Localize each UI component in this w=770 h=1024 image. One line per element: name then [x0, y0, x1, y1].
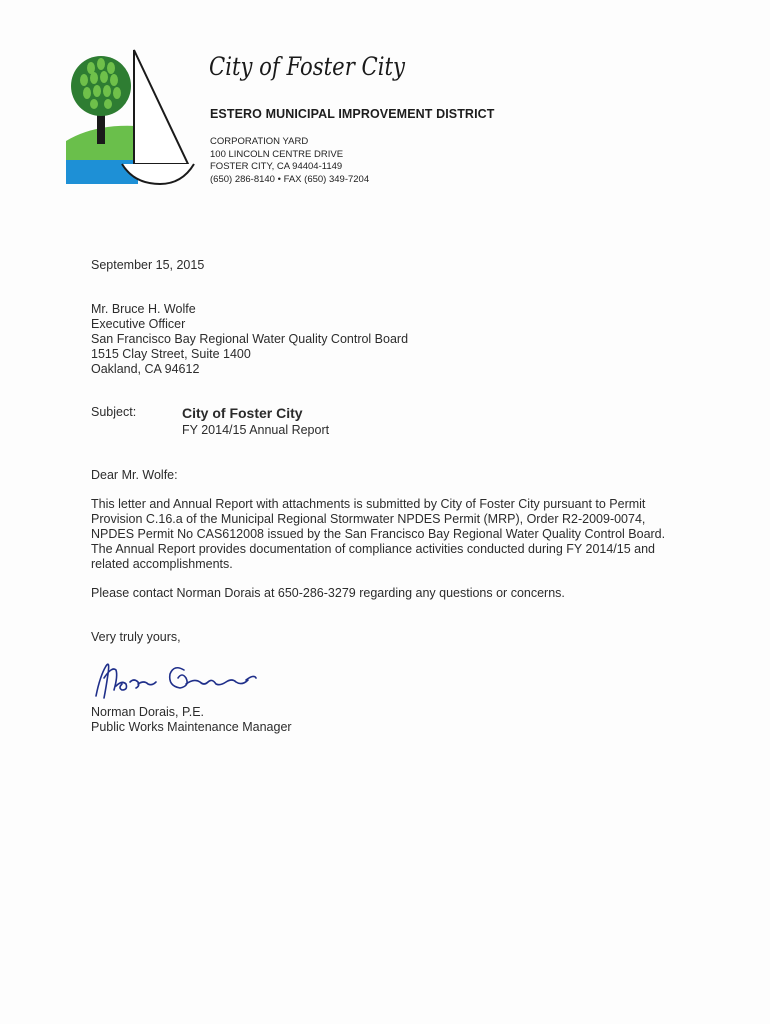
address-line: CORPORATION YARD [210, 136, 309, 147]
contact-paragraph: Please contact Norman Dorais at 650-286-3279 regarding any questions or concerns. [91, 586, 565, 600]
paragraph-line: This letter and Annual Report with attachments is submitted by City of Foster City pursuant to Permit [91, 497, 646, 511]
paragraph-line: Provision C.16.a of the Municipal Regional Stormwater NPDES Permit (MRP), Order R2-2009-0074, [91, 512, 646, 526]
recipient-block [91, 302, 408, 377]
closing: Very truly yours, [91, 630, 181, 644]
address-line: 100 LINCOLN CENTRE DRIVE [210, 148, 344, 160]
address-line: FOSTER CITY, CA 94404-1149 [210, 161, 343, 172]
subject-label: Subject: [91, 405, 137, 419]
city-name-script-logo [209, 49, 409, 85]
letter-date: September 15, 2015 [91, 258, 205, 272]
svg-text:City of Foster City: City of Foster City [209, 52, 406, 81]
recipient-line: Oakland, CA 94612 [91, 362, 200, 376]
body-paragraph [91, 497, 691, 572]
signer-title: Public Works Maintenance Manager [91, 720, 292, 734]
paragraph-line: related accomplishments. [91, 557, 233, 571]
paragraph-line: The Annual Report provides documentation of compliance activities conducted during FY 2014/15 and [91, 542, 656, 556]
paragraph-line: NPDES Permit No CAS612008 issued by the San Francisco Bay Regional Water Quality Control Board. [91, 527, 666, 541]
subject-subtitle: FY 2014/15 Annual Report [182, 423, 330, 437]
recipient-line: Mr. Bruce H. Wolfe [91, 302, 196, 316]
letterhead-address [210, 136, 369, 186]
recipient-line: 1515 Clay Street, Suite 1400 [91, 347, 251, 361]
recipient-line: Executive Officer [91, 317, 186, 331]
salutation: Dear Mr. Wolfe: [91, 468, 178, 482]
foster-city-logo [64, 46, 196, 188]
handwritten-signature [86, 656, 262, 704]
district-name: ESTERO MUNICIPAL IMPROVEMENT DISTRICT [210, 107, 495, 121]
signer-name: Norman Dorais, P.E. [91, 705, 205, 719]
phone-fax-line: (650) 286-8140 • FAX (650) 349-7204 [210, 173, 370, 185]
recipient-line: San Francisco Bay Regional Water Quality Control Board [91, 332, 409, 346]
subject-title: City of Foster City [182, 405, 303, 421]
signer-block [91, 705, 292, 735]
